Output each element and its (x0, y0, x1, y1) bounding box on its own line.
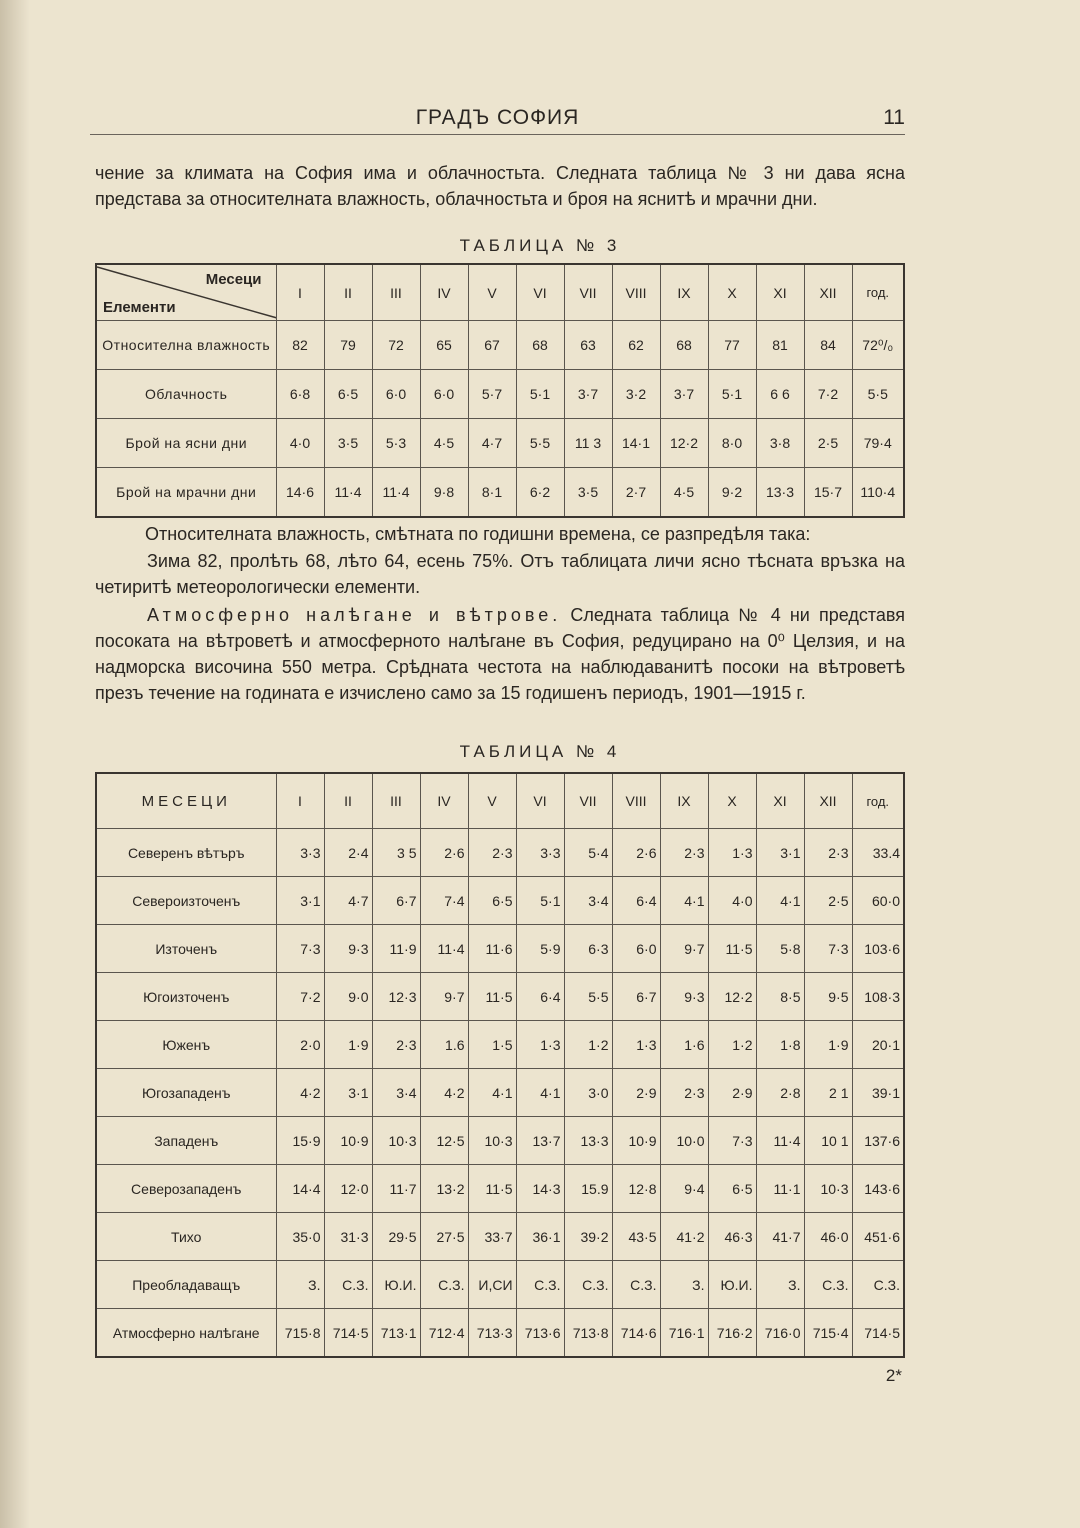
table-cell: 5·9 (516, 925, 564, 973)
table4-caption: ТАБЛИЦА № 4 (459, 742, 621, 761)
table-cell: 4·0 (276, 419, 324, 468)
paragraph-pressure-body: Следната таблица № 4 ни представя посоката на вѣтроветѣ и атмосферното налѣгане въ София, редуцирано на 0⁰ Целзия, и на надморска височина 550 метра. Срѣдната честота на наблюдаванитѣ посоки на вѣтроветѣ презъ течение на годината е изчислено само за 15 годишенъ периодъ, 1901—1915 г. (95, 605, 905, 703)
table-cell: 11·6 (468, 925, 516, 973)
table-cell: 2·3 (660, 1069, 708, 1117)
column-header: VI (516, 773, 564, 829)
table-cell: 79 (324, 321, 372, 370)
table-cell: 143·6 (852, 1165, 904, 1213)
table-cell: 9·7 (660, 925, 708, 973)
table-cell: 62 (612, 321, 660, 370)
table-cell: 29·5 (372, 1213, 420, 1261)
table-cell: 3·3 (276, 829, 324, 877)
page-header (90, 104, 905, 135)
table-cell: 2·3 (468, 829, 516, 877)
table-cell: 4·2 (276, 1069, 324, 1117)
table-cell: 13·2 (420, 1165, 468, 1213)
table-cell: 3·1 (324, 1069, 372, 1117)
table-cell: 12·8 (612, 1165, 660, 1213)
table-cell: 713·3 (468, 1309, 516, 1358)
table-row (96, 973, 904, 1021)
table-cell: 3 5 (372, 829, 420, 877)
row-label: Северенъ вѣтъръ (96, 829, 276, 877)
table-cell: 4·1 (468, 1069, 516, 1117)
column-header: X (708, 773, 756, 829)
table-cell: 72 (372, 321, 420, 370)
table-cell: 11·4 (756, 1117, 804, 1165)
table-cell: 3·1 (276, 877, 324, 925)
column-header: II (324, 264, 372, 321)
table-cell: 31·3 (324, 1213, 372, 1261)
column-header: VIII (612, 773, 660, 829)
table-cell: 2·7 (612, 468, 660, 518)
table-cell: З. (660, 1261, 708, 1309)
column-header: I (276, 773, 324, 829)
table-cell: 9·7 (420, 973, 468, 1021)
column-header: V (468, 264, 516, 321)
table-cell: 72⁰/₀ (852, 321, 904, 370)
table-cell: 41·2 (660, 1213, 708, 1261)
table-row (96, 1309, 904, 1358)
table-row (96, 468, 904, 518)
column-header: X (708, 264, 756, 321)
table-cell: 10·3 (372, 1117, 420, 1165)
table-cell: 5·7 (468, 370, 516, 419)
row-label: Тихо (96, 1213, 276, 1261)
table-cell: 10·9 (612, 1117, 660, 1165)
table-cell: 2·5 (804, 877, 852, 925)
table-cell: С.З. (516, 1261, 564, 1309)
table-cell: 39·2 (564, 1213, 612, 1261)
table-cell: С.З. (420, 1261, 468, 1309)
table-cell: 6 6 (756, 370, 804, 419)
table-cell: 12·3 (372, 973, 420, 1021)
table-cell: 6·8 (276, 370, 324, 419)
table-cell: 8·5 (756, 973, 804, 1021)
table-cell: 714·5 (324, 1309, 372, 1358)
table-cell: 6·4 (516, 973, 564, 1021)
table-cell: 11·4 (420, 925, 468, 973)
table-cell: 3·7 (660, 370, 708, 419)
table-cell: 13·3 (564, 1117, 612, 1165)
table-cell: 1.6 (420, 1021, 468, 1069)
row-label: Преобладаващъ (96, 1261, 276, 1309)
table-cell: 2·3 (660, 829, 708, 877)
table-cell: 5·5 (564, 973, 612, 1021)
column-header: XI (756, 773, 804, 829)
table-cell: 4·5 (420, 419, 468, 468)
table-cell: 10·3 (468, 1117, 516, 1165)
table-cell: 9·3 (324, 925, 372, 973)
row-label: Относителна влажность (96, 321, 276, 370)
table-cell: 14·1 (612, 419, 660, 468)
row-label: Североизточенъ (96, 877, 276, 925)
table-cell: 5·1 (516, 877, 564, 925)
table-cell: 6·4 (612, 877, 660, 925)
table-cell: 2·3 (372, 1021, 420, 1069)
table-cell: И,СИ (468, 1261, 516, 1309)
table-cell: 9·4 (660, 1165, 708, 1213)
table-row (96, 1213, 904, 1261)
table-cell: 1·9 (324, 1021, 372, 1069)
table-cell: 7·2 (804, 370, 852, 419)
table-cell: 2·4 (324, 829, 372, 877)
table-cell: 67 (468, 321, 516, 370)
row-label: Югоизточенъ (96, 973, 276, 1021)
table-cell: 2·8 (756, 1069, 804, 1117)
table-cell: 2·5 (804, 419, 852, 468)
table-row (96, 370, 904, 419)
table-cell: 43·5 (612, 1213, 660, 1261)
column-header: XI (756, 264, 804, 321)
table-cell: 5·8 (756, 925, 804, 973)
table3 (95, 263, 905, 518)
table-cell: 65 (420, 321, 468, 370)
table-cell: 3·0 (564, 1069, 612, 1117)
table-cell: 137·6 (852, 1117, 904, 1165)
table-cell: 11·7 (372, 1165, 420, 1213)
table-cell: Ю.И. (372, 1261, 420, 1309)
row-label: Юженъ (96, 1021, 276, 1069)
table-cell: 4·5 (660, 468, 708, 518)
table-row (96, 1165, 904, 1213)
table3-header-row (96, 264, 904, 321)
table-cell: 4·1 (660, 877, 708, 925)
table-cell: 714·5 (852, 1309, 904, 1358)
table-row (96, 1069, 904, 1117)
table-cell: 1·6 (660, 1021, 708, 1069)
table-cell: 11·5 (468, 1165, 516, 1213)
table-cell: 2·6 (612, 829, 660, 877)
row-label: Югозападенъ (96, 1069, 276, 1117)
table-cell: 11·1 (756, 1165, 804, 1213)
table-cell: 12·5 (420, 1117, 468, 1165)
table-row (96, 419, 904, 468)
table-cell: 1·5 (468, 1021, 516, 1069)
corner-months-label: Месеци (205, 271, 262, 288)
table-cell: 7·4 (420, 877, 468, 925)
table-cell: 2·9 (708, 1069, 756, 1117)
corner-elements-label: Елементи (103, 299, 176, 316)
table-cell: 6·2 (516, 468, 564, 518)
table-cell: 714·6 (612, 1309, 660, 1358)
table-cell: 9·0 (324, 973, 372, 1021)
row-label: Източенъ (96, 925, 276, 973)
table-cell: 716·1 (660, 1309, 708, 1358)
table3-caption: ТАБЛИЦА № 3 (459, 236, 621, 255)
table-cell: 6·0 (372, 370, 420, 419)
table-cell: 10·9 (324, 1117, 372, 1165)
table-cell: 9·8 (420, 468, 468, 518)
column-header: VII (564, 773, 612, 829)
table-cell: 5·1 (516, 370, 564, 419)
table-cell: 7·3 (804, 925, 852, 973)
paragraph-seasonal-humidity: Относителната влажность, смѣтната по годишни времена, се разпредѣля така: (145, 524, 811, 544)
table-cell: 68 (660, 321, 708, 370)
table-cell: 3·5 (324, 419, 372, 468)
table-cell: 2·0 (276, 1021, 324, 1069)
table-cell: С.З. (324, 1261, 372, 1309)
section-heading-pressure: Атмосферно налѣгане и вѣтрове. (147, 605, 562, 625)
page-number: 11 (883, 106, 905, 129)
table-cell: 14·6 (276, 468, 324, 518)
table-cell: 110·4 (852, 468, 904, 518)
table-cell: 4·2 (420, 1069, 468, 1117)
table-cell: 4·1 (756, 877, 804, 925)
table-cell: 6·3 (564, 925, 612, 973)
table-cell: 7·2 (276, 973, 324, 1021)
table-cell: 6·0 (612, 925, 660, 973)
table-cell: 6·5 (468, 877, 516, 925)
table-cell: 14·4 (276, 1165, 324, 1213)
table-cell: 4·1 (516, 1069, 564, 1117)
table-cell: С.З. (564, 1261, 612, 1309)
table-cell: Ю.И. (708, 1261, 756, 1309)
table-cell: 6·5 (324, 370, 372, 419)
table-cell: 14·3 (516, 1165, 564, 1213)
table-cell: З. (276, 1261, 324, 1309)
table-cell: 82 (276, 321, 324, 370)
table-cell: 2·3 (804, 829, 852, 877)
table-cell: 3·7 (564, 370, 612, 419)
table-cell: 13·7 (516, 1117, 564, 1165)
table-cell: 108·3 (852, 973, 904, 1021)
table-cell: 3·4 (372, 1069, 420, 1117)
column-header: I (276, 264, 324, 321)
table-cell: 7·3 (276, 925, 324, 973)
table4-months-label: МЕСЕЦИ (96, 773, 276, 829)
column-header: IX (660, 264, 708, 321)
table-cell: 1·9 (804, 1021, 852, 1069)
table-row (96, 925, 904, 973)
row-label: Северозападенъ (96, 1165, 276, 1213)
column-header: IX (660, 773, 708, 829)
table-cell: 10 1 (804, 1117, 852, 1165)
table-cell: 12·2 (660, 419, 708, 468)
table-cell: 3·4 (564, 877, 612, 925)
table-cell: 1·8 (756, 1021, 804, 1069)
table-cell: 9·3 (660, 973, 708, 1021)
table-cell: 12·0 (324, 1165, 372, 1213)
table-cell: 6·7 (372, 877, 420, 925)
table-cell: 11·9 (372, 925, 420, 973)
table-row (96, 1261, 904, 1309)
table-cell: 1·3 (516, 1021, 564, 1069)
table-cell: 84 (804, 321, 852, 370)
column-header: XII (804, 264, 852, 321)
table-cell: 1·2 (708, 1021, 756, 1069)
table4-header-row (96, 773, 904, 829)
table-cell: 4·7 (468, 419, 516, 468)
table-cell: 8·1 (468, 468, 516, 518)
table-row (96, 829, 904, 877)
table-cell: 77 (708, 321, 756, 370)
table-cell: 27·5 (420, 1213, 468, 1261)
row-label: Западенъ (96, 1117, 276, 1165)
table-row (96, 1021, 904, 1069)
table-cell: 713·8 (564, 1309, 612, 1358)
column-header: год. (852, 264, 904, 321)
table-cell: 103·6 (852, 925, 904, 973)
table-cell: 7·3 (708, 1117, 756, 1165)
column-header: VIII (612, 264, 660, 321)
table-cell: 15.9 (564, 1165, 612, 1213)
running-title: ГРАДЪ СОФИЯ (415, 106, 580, 129)
table-cell: 39·1 (852, 1069, 904, 1117)
column-header: год. (852, 773, 904, 829)
row-label: Брой на мрачни дни (96, 468, 276, 518)
column-header: III (372, 773, 420, 829)
table-cell: 5·4 (564, 829, 612, 877)
table-cell: 3·3 (516, 829, 564, 877)
table-cell: 36·1 (516, 1213, 564, 1261)
table-cell: З. (756, 1261, 804, 1309)
table3-corner-cell (96, 264, 276, 321)
table-cell: 20·1 (852, 1021, 904, 1069)
table-cell: 11·5 (468, 973, 516, 1021)
table-cell: 3·8 (756, 419, 804, 468)
table-cell: 10·0 (660, 1117, 708, 1165)
table-cell: 1·3 (708, 829, 756, 877)
table-cell: 33.4 (852, 829, 904, 877)
table-cell: 2·9 (612, 1069, 660, 1117)
table-cell: 15·7 (804, 468, 852, 518)
table-cell: 5·5 (852, 370, 904, 419)
table-cell: 3·5 (564, 468, 612, 518)
table-cell: 12·2 (708, 973, 756, 1021)
table-cell: 15·9 (276, 1117, 324, 1165)
table-row (96, 877, 904, 925)
table-cell: 68 (516, 321, 564, 370)
table-cell: 451·6 (852, 1213, 904, 1261)
table-cell: 712·4 (420, 1309, 468, 1358)
table-cell: 713·6 (516, 1309, 564, 1358)
table-cell: 715·8 (276, 1309, 324, 1358)
table-cell: 46·3 (708, 1213, 756, 1261)
column-header: IV (420, 773, 468, 829)
table-cell: 2 1 (804, 1069, 852, 1117)
table-cell: 13·3 (756, 468, 804, 518)
table-cell: 33·7 (468, 1213, 516, 1261)
page-binding-shadow (0, 0, 30, 1528)
table-cell: 5·5 (516, 419, 564, 468)
signature-mark: 2* (885, 1366, 902, 1385)
table-cell: С.З. (852, 1261, 904, 1309)
table-cell: 60·0 (852, 877, 904, 925)
table-cell: 1·2 (564, 1021, 612, 1069)
table-cell: 3·1 (756, 829, 804, 877)
table-cell: 11·4 (372, 468, 420, 518)
table-cell: 9·2 (708, 468, 756, 518)
table-cell: 4·7 (324, 877, 372, 925)
column-header: VI (516, 264, 564, 321)
column-header: II (324, 773, 372, 829)
table-row (96, 321, 904, 370)
paragraph-pressure-winds (95, 602, 905, 706)
row-label: Атмосферно налѣгане (96, 1309, 276, 1358)
table-cell: 35·0 (276, 1213, 324, 1261)
column-header: IV (420, 264, 468, 321)
table4 (95, 772, 905, 1358)
table-cell: 4·0 (708, 877, 756, 925)
table-row (96, 1117, 904, 1165)
table-cell: 41·7 (756, 1213, 804, 1261)
table-cell: 81 (756, 321, 804, 370)
table-cell: 5·3 (372, 419, 420, 468)
column-header: V (468, 773, 516, 829)
column-header: VII (564, 264, 612, 321)
row-label: Облачность (96, 370, 276, 419)
table-cell: С.З. (804, 1261, 852, 1309)
table-cell: 6·7 (612, 973, 660, 1021)
table-cell: 716·2 (708, 1309, 756, 1358)
column-header: XII (804, 773, 852, 829)
table-cell: 2·6 (420, 829, 468, 877)
table-cell: 10·3 (804, 1165, 852, 1213)
table-cell: 11 3 (564, 419, 612, 468)
table-cell: 3·2 (612, 370, 660, 419)
table-cell: 6·0 (420, 370, 468, 419)
table-cell: 11·5 (708, 925, 756, 973)
table-cell: С.З. (612, 1261, 660, 1309)
column-header: III (372, 264, 420, 321)
table-cell: 79·4 (852, 419, 904, 468)
table-cell: 713·1 (372, 1309, 420, 1358)
table-cell: 1·3 (612, 1021, 660, 1069)
paragraph-seasons: Зима 82, пролѣть 68, лѣто 64, есень 75%. Отъ таблицата личи ясно тѣсната връзка на четиритѣ метеорологически елементи. (95, 551, 905, 597)
table-cell: 9·5 (804, 973, 852, 1021)
table-cell: 5·1 (708, 370, 756, 419)
table-cell: 716·0 (756, 1309, 804, 1358)
table-cell: 46·0 (804, 1213, 852, 1261)
table-cell: 8·0 (708, 419, 756, 468)
table-cell: 6·5 (708, 1165, 756, 1213)
table-cell: 11·4 (324, 468, 372, 518)
row-label: Брой на ясни дни (96, 419, 276, 468)
table-cell: 715·4 (804, 1309, 852, 1358)
intro-paragraph: чение за климата на София има и облачностьта. Следната таблица № 3 ни дава ясна представа за относителната влажность, облачностьта и броя на яснитѣ и мрачни дни. (95, 163, 905, 209)
table-cell: 63 (564, 321, 612, 370)
